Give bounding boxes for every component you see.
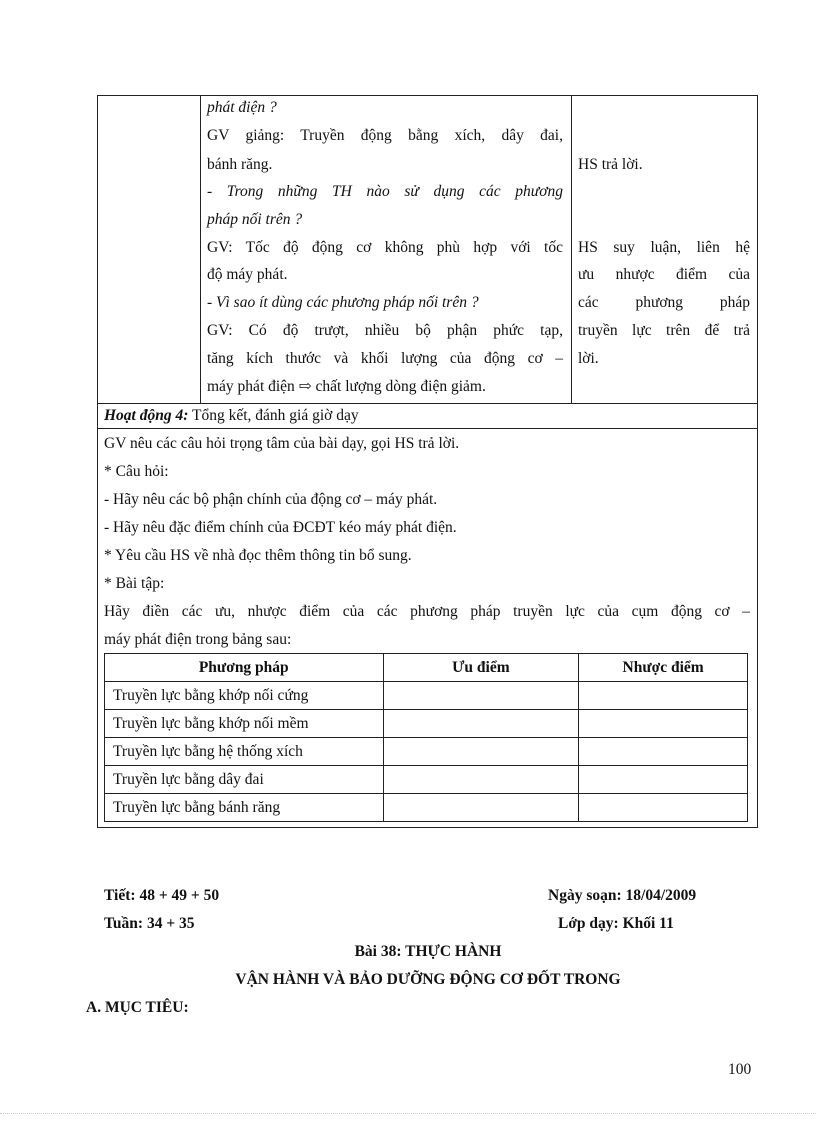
advantage-cell bbox=[383, 766, 579, 794]
page-number: 100 bbox=[728, 1061, 752, 1078]
text-line: ưu nhược điểm của bbox=[578, 266, 750, 283]
text-line: độ máy phát. bbox=[207, 266, 288, 283]
disadvantage-cell bbox=[579, 766, 748, 794]
text-line: - Hãy nêu đặc điểm chính của ĐCĐT kéo máy phát điện. bbox=[104, 519, 457, 536]
lesson-title: Bài 38: THỰC HÀNH bbox=[354, 943, 502, 960]
text-line: * Câu hỏi: bbox=[104, 463, 169, 480]
text-line: GV: Có độ trượt, nhiều bộ phận phức tạp, bbox=[207, 322, 563, 339]
method-cell: Truyền lực bằng dây đai bbox=[105, 766, 384, 794]
page-edge-divider bbox=[0, 1113, 816, 1114]
lesson-period: Tiết: 48 + 49 + 50 bbox=[104, 887, 220, 904]
table-row bbox=[105, 738, 748, 766]
text-line: bánh răng. bbox=[207, 156, 273, 173]
lesson-subtitle: VẬN HÀNH VÀ BẢO DƯỠNG ĐỘNG CƠ ĐỐT TRONG bbox=[235, 971, 621, 988]
method-cell: Truyền lực bằng khớp nối mềm bbox=[105, 710, 384, 738]
advantage-cell bbox=[383, 794, 579, 822]
row-divider-activity4 bbox=[97, 403, 758, 404]
text-line: phát điện ? bbox=[207, 99, 277, 116]
column-divider-left bbox=[200, 95, 201, 403]
advantage-cell bbox=[383, 682, 579, 710]
text-line: lời. bbox=[578, 350, 599, 367]
advantage-cell bbox=[383, 710, 579, 738]
text-line: các phương pháp bbox=[578, 294, 750, 311]
table-row bbox=[105, 766, 748, 794]
text-line: - Vì sao ít dùng các phương pháp nối trên ? bbox=[207, 294, 479, 311]
method-cell: Truyền lực bằng khớp nối cứng bbox=[105, 682, 384, 710]
header-disadvantages: Nhược điểm bbox=[579, 654, 748, 682]
text-line: GV: Tốc độ động cơ không phù hợp với tốc bbox=[207, 239, 563, 256]
text-line: GV giảng: Truyền động bằng xích, dây đai, bbox=[207, 127, 563, 144]
header-method: Phương pháp bbox=[105, 654, 384, 682]
text-line: pháp nối trên ? bbox=[207, 211, 303, 228]
lesson-class: Lớp dạy: Khối 11 bbox=[558, 915, 674, 932]
activity4-heading bbox=[104, 406, 359, 426]
table-row bbox=[105, 710, 748, 738]
text-line: HS suy luận, liên hệ bbox=[578, 239, 750, 256]
methods-table bbox=[104, 653, 748, 822]
text-line: truyền lực trên để trả bbox=[578, 322, 750, 339]
lesson-date: Ngày soạn: 18/04/2009 bbox=[548, 887, 697, 904]
text-line: máy phát điện trong bảng sau: bbox=[104, 631, 292, 648]
table-row bbox=[105, 682, 748, 710]
disadvantage-cell bbox=[579, 738, 748, 766]
disadvantage-cell bbox=[579, 682, 748, 710]
text-line: - Hãy nêu các bộ phận chính của động cơ – máy phát. bbox=[104, 491, 438, 508]
disadvantage-cell bbox=[579, 710, 748, 738]
text-line: tăng kích thước và khối lượng của động cơ – bbox=[207, 350, 563, 367]
text-line: máy phát điện ⇨ chất lượng dòng điện giảm. bbox=[207, 378, 486, 395]
advantage-cell bbox=[383, 738, 579, 766]
method-cell: Truyền lực bằng bánh răng bbox=[105, 794, 384, 822]
student-answer: HS trả lời. bbox=[578, 156, 643, 173]
text-line: * Bài tập: bbox=[104, 575, 165, 592]
lesson-week: Tuần: 34 + 35 bbox=[104, 915, 195, 932]
text-line: - Trong những TH nào sử dụng các phương bbox=[207, 183, 563, 200]
text-line: * Yêu cầu HS về nhà đọc thêm thông tin bổ sung. bbox=[104, 547, 412, 564]
row-divider-activity4-body bbox=[97, 428, 758, 429]
text-line: GV nêu các câu hỏi trọng tâm của bài dạy, gọi HS trả lời. bbox=[104, 435, 460, 452]
column-divider-right bbox=[571, 95, 572, 403]
header-advantages: Ưu điểm bbox=[383, 654, 579, 682]
table-header-row bbox=[105, 654, 748, 682]
disadvantage-cell bbox=[579, 794, 748, 822]
text-line: Hãy điền các ưu, nhược điểm của các phương pháp truyền lực của cụm động cơ – bbox=[104, 603, 750, 620]
method-cell: Truyền lực bằng hệ thống xích bbox=[105, 738, 384, 766]
activity4-label: Hoạt động 4: bbox=[104, 407, 189, 424]
table-row bbox=[105, 794, 748, 822]
section-a-heading: A. MỤC TIÊU: bbox=[86, 999, 189, 1016]
activity4-title: Tổng kết, đánh giá giờ dạy bbox=[192, 407, 359, 424]
